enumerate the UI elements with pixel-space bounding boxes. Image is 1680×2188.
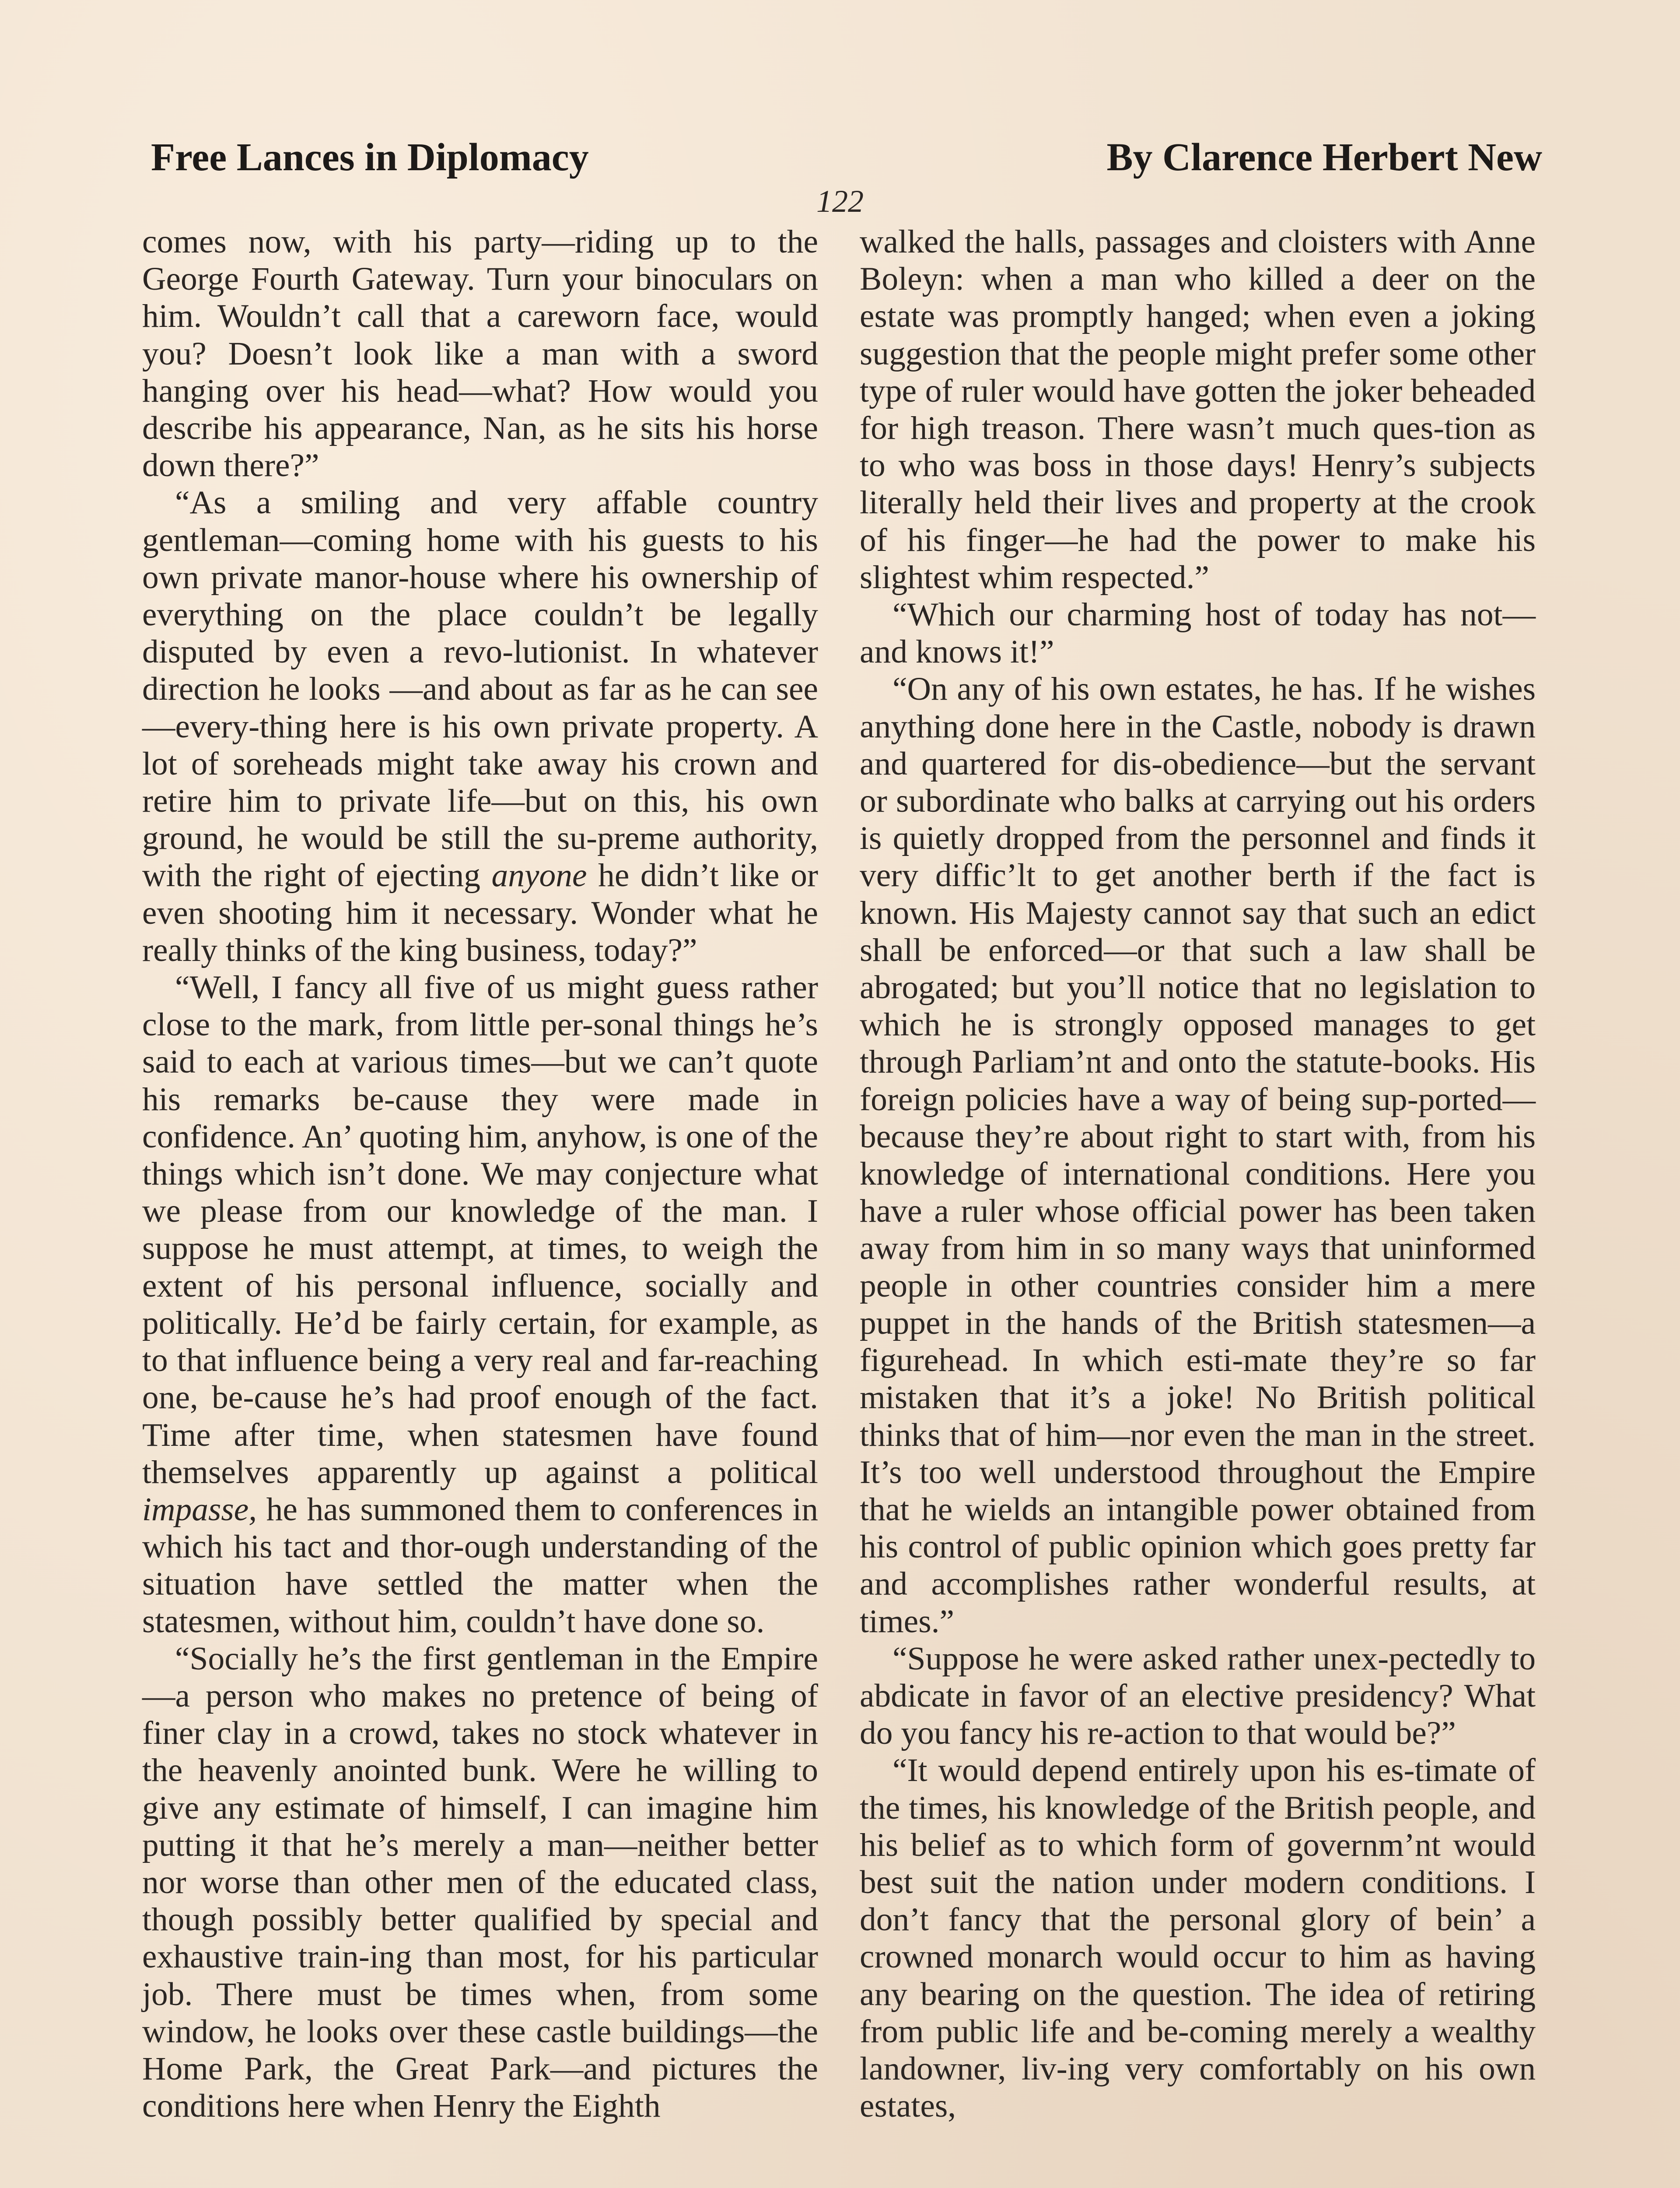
left-paragraph-4: “Socially he’s the first gentleman in the Empire—a person who makes no pretence of being of finer clay in a crowd, takes no stock whatever in the heavenly anointed bunk. Were he willing to give any estimate of himself, I can imagine him putting it that he’s merely a man—neither better nor worse than other men of the educated class, though possibly better qualified by special and exhaustive train-ing than most, for his particular job. There must be times when, from some window, he looks over these castle buildings—the Home Park, the Great Park—and pictures the conditions here when Henry the Eighth — [142, 1640, 818, 2125]
right-paragraph-2: “Which our charming host of today has not—and knows it!” — [860, 596, 1536, 670]
running-head — [151, 131, 1542, 184]
left-paragraph-3-text-b: he has summoned them to conferences in which his tact and thor-ough understanding of the situation have settled the matter when the statesmen, without him, couldn’t have done so. — [142, 1491, 818, 1640]
right-paragraph-5: “It would depend entirely upon his es-timate of the times, his knowledge of the British people, and his belief as to which form of governm’nt would best suit the nation under modern conditions. I don’t fancy that the personal glory of bein’ a crowned monarch would occur to him as having any bearing on the question. The idea of retiring from public life and be-coming merely a wealthy landowner, liv-ing very comfortably on his own estates, — [860, 1752, 1536, 2125]
left-paragraph-2-text-a: “As a smiling and very affable country gentleman—coming home with his guests to his own private manor-house where his ownership of everything on the place couldn’t be legally disputed by even a revo-lutionist. In whatever direction he looks —and about as far as he can see—every-thing here is his own private property. A lot of soreheads might take away his crown and retire him to private life—but on this, his own ground, he would be still the su-preme authority, with the right of ejecting — [142, 484, 818, 894]
left-paragraph-3-text-a: “Well, I fancy all five of us might guess rather close to the mark, from little per-sonal things he’s said to each at various times—but we can’t quote his remarks be-cause they were made in confidence. An’ quoting him, anyhow, is one of the things which isn’t done. We may conjecture what we please from our knowledge of the man. I suppose he must attempt, at times, to weigh the extent of his personal influence, socially and politically. He’d be fairly certain, for example, as to that influence being a very real and far-reaching one, be-cause he’s had proof enough of the fact. Time after time, when statesmen have found themselves apparently up against a political — [142, 969, 818, 1490]
running-head-author: By Clarence Herbert New — [1106, 136, 1542, 179]
left-paragraph-3-emphasis: impasse, — [142, 1491, 257, 1528]
right-paragraph-1: walked the halls, passages and cloisters with Anne Boleyn: when a man who killed a deer on the estate was promptly hanged; when even a joking suggestion that the people might prefer some other type of ruler would have gotten the joker beheaded for high treason. There wasn’t much ques-tion as to who was boss in those days! Henry’s subjects literally held their lives and property at the crook of his finger—he had the power to make his slightest whim respected.” — [860, 224, 1536, 596]
running-head-title: Free Lances in Diplomacy — [151, 136, 589, 179]
left-paragraph-2-text-b: he didn’t like or even shooting him it necessary. Wonder what he really thinks of the king business, today?” — [142, 857, 818, 968]
left-column — [142, 223, 818, 2125]
left-paragraph-2-emphasis: anyone — [491, 857, 587, 894]
right-paragraph-3: “On any of his own estates, he has. If he wishes anything done here in the Castle, nobody is drawn and quartered for dis-obedience—but the servant or subordinate who balks at carrying out his orders is quietly dropped from the personnel and finds it very diffic’lt to get another berth if the fact is known. His Majesty cannot say that such an edict shall be enforced—or that such a law shall be abrogated; but you’ll notice that no legislation to which he is strongly opposed manages to get through Parliam’nt and onto the statute-books. His foreign policies have a way of being sup-ported—because they’re about right to start with, from his knowledge of international conditions. Here you have a ruler whose official power has been taken away from him in so many ways that uninformed people in other countries consider him a mere puppet in the hands of the British statesmen—a figurehead. In which esti-mate they’re so far mistaken that it’s a joke! No British political thinks that of him—nor even the man in the street. It’s too well understood throughout the Empire that he wields an intangible power obtained from his control of public opinion which goes pretty far and accomplishes rather wonderful results, at times.” — [860, 671, 1536, 1640]
page-number: 122 — [816, 184, 864, 219]
left-paragraph-1: comes now, with his party—riding up to the George Fourth Gateway. Turn your binoculars on him. Wouldn’t call that a careworn face, would you? Doesn’t look like a man with a sword hanging over his head—what? How would you describe his appearance, Nan, as he sits his horse down there?” — [142, 224, 818, 484]
right-column — [860, 223, 1536, 2125]
right-paragraph-4: “Suppose he were asked rather unex-pectedly to abdicate in favor of an elective presidency? What do you fancy his re-action to that would be?” — [860, 1640, 1536, 1752]
left-paragraph-2 — [142, 484, 818, 969]
left-paragraph-3 — [142, 969, 818, 1640]
